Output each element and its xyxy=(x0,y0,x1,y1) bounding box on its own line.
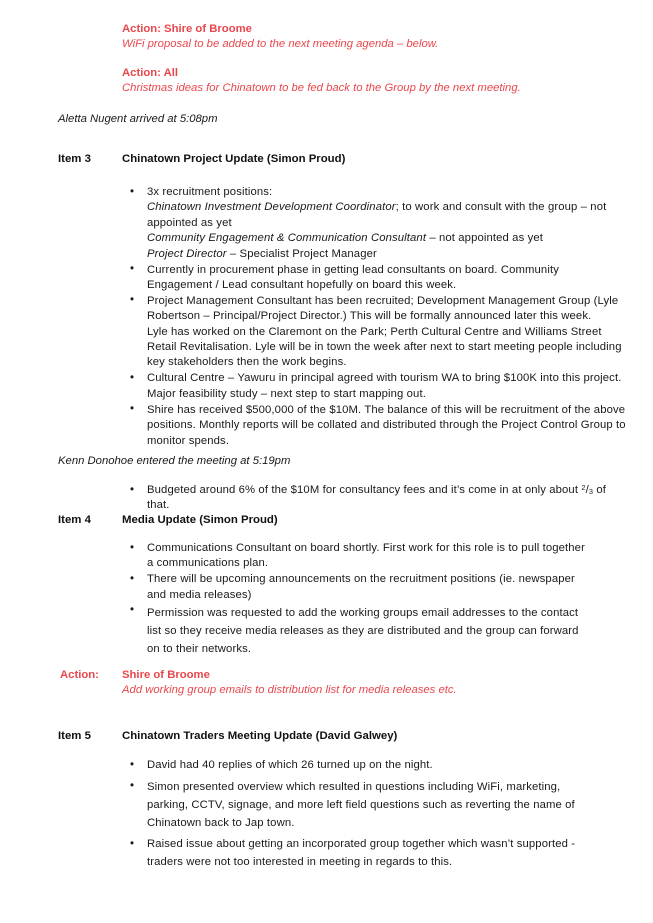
action-block-shire-of-broome-wifi xyxy=(122,22,622,53)
item-title: Chinatown Traders Meeting Update (David Galwey) xyxy=(122,730,398,742)
action-block-all-christmas-ideas xyxy=(122,66,622,97)
bullet-text: Project Management Consultant has been recruited; Development Management Group (Lyle Robertson – Principal/Project Director.) This will be formally announced later this week. xyxy=(147,294,619,323)
fraction-slash: / xyxy=(585,484,589,496)
list-item xyxy=(130,403,627,449)
list-item xyxy=(130,541,593,572)
list-item xyxy=(130,604,593,658)
item-heading-5 xyxy=(58,729,578,744)
action-body: Christmas ideas for Chinatown to be fed back to the Group by the next meeting. xyxy=(122,82,521,95)
attendance-note-aletta-nugent: Aletta Nugent arrived at 5:08pm xyxy=(58,113,218,125)
action-block-media-distribution-list xyxy=(60,668,580,699)
role-investment-coordinator-status: ; to work and consult with the group – not appointed as yet xyxy=(147,201,607,229)
list-item xyxy=(130,483,630,514)
bullet-text: Communications Consultant on board shortly. First work for this role is to pull together a communications plan. xyxy=(147,542,585,570)
role-project-director-status: – Specialist Project Manager xyxy=(226,247,377,260)
list-item xyxy=(130,756,596,774)
list-item xyxy=(130,263,627,294)
bullet-text: Currently in procurement phase in getting lead consultants on board. Community Engagement / Lead consultant hopefully on board this week. xyxy=(147,263,559,291)
list-item xyxy=(130,371,627,402)
item-title: Media Update (Simon Proud) xyxy=(122,514,278,526)
bullet-line-positions: 3x recruitment positions: xyxy=(147,186,273,198)
bullet-text: David had 40 replies of which 26 turned up on the night. xyxy=(147,759,433,771)
role-investment-coordinator: Chinatown Investment Development Coordinator xyxy=(147,201,396,214)
fraction-denominator: 3 xyxy=(588,486,594,496)
role-community-engagement: Community Engagement & Communication Consultant xyxy=(147,232,427,245)
item-heading-3 xyxy=(58,152,578,167)
action-label: Action: xyxy=(60,669,99,681)
action-heading: Action: All xyxy=(122,67,179,79)
list-item xyxy=(130,294,627,371)
item3-budget-bullet-list xyxy=(130,483,630,514)
item3-bullet-list xyxy=(130,185,627,449)
item-title: Chinatown Project Update (Simon Proud) xyxy=(122,153,346,165)
list-item xyxy=(130,778,596,832)
item-number: Item 5 xyxy=(58,730,91,742)
bullet-text: Shire has received $500,000 of the $10M. The balance of this will be recruitment of the above positions. Monthly reports will be collated and distributed through the Project Control Group to monitor spends. xyxy=(147,403,626,447)
bullet-text: Raised issue about getting an incorporated group together which wasn’t supported - traders were not too interested in meeting in regards to this. xyxy=(147,838,576,869)
action-body: WiFi proposal to be added to the next meeting agenda – below. xyxy=(122,38,439,51)
role-project-director: Project Director xyxy=(147,247,227,260)
bullet-text: Permission was requested to add the working groups email addresses to the contact list so they receive media releases as they are distributed and the group can forward on to their networks. xyxy=(147,606,579,655)
role-community-engagement-status: – not appointed as yet xyxy=(426,232,543,245)
bullet-text: Cultural Centre – Yawuru in principal agreed with tourism WA to bring $100K into this project. Major feasibility study – next step to start mapping out. xyxy=(147,372,622,400)
action-heading xyxy=(60,668,580,683)
list-item xyxy=(130,185,627,262)
action-heading: Action: Shire of Broome xyxy=(122,23,252,35)
budget-bullet-text-after: of that. xyxy=(147,484,606,512)
bullet-text: Simon presented overview which resulted in questions including WiFi, marketing, parking, CCTV, signage, and more left field questions such as reverting the name of Chinatown back to Jap town. xyxy=(147,780,575,829)
list-item xyxy=(130,835,596,871)
action-body: Add working group emails to distribution list for media releases etc. xyxy=(122,684,457,697)
attendance-note-kenn-donohoe: Kenn Donohoe entered the meeting at 5:19pm xyxy=(58,455,291,467)
item-heading-4 xyxy=(58,513,578,528)
fraction-numerator: 2 xyxy=(581,482,586,492)
action-target: Shire of Broome xyxy=(122,669,210,681)
item4-bullet-list xyxy=(130,541,593,658)
bullet-text: There will be upcoming announcements on the recruitment positions (ie. newspaper and media releases) xyxy=(147,573,575,601)
budget-bullet-text-before: Budgeted around 6% of the $10M for consultancy fees and it’s come in at only about xyxy=(147,484,582,496)
bullet-text-continued: Lyle has worked on the Claremont on the Park; Perth Cultural Centre and Williams Street Retail Revitalisation. Lyle will be in town the week after next to start meeting people including key stakeholders then the work begins. xyxy=(147,325,622,369)
item-number: Item 4 xyxy=(58,514,91,526)
fraction-two-thirds xyxy=(581,484,593,496)
list-item xyxy=(130,572,593,603)
item5-bullet-list xyxy=(130,756,596,875)
item-number: Item 3 xyxy=(58,153,91,165)
